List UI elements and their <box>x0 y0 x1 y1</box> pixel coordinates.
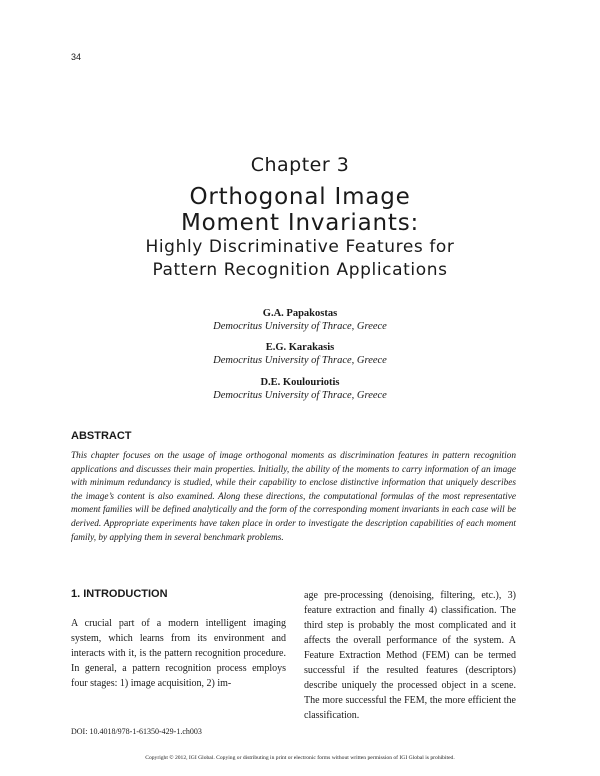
author-block <box>0 376 600 402</box>
copyright-notice: Copyright © 2012, IGI Global. Copying or distributing in print or electronic forms without written permission of IGI Global is prohibited. <box>145 755 455 761</box>
page-number: 34 <box>71 52 82 62</box>
author-name: D.E. Koulouriotis <box>260 377 340 388</box>
author-name: G.A. Papakostas <box>262 308 338 319</box>
doi-text: DOI: 10.4018/978-1-61350-429-1.ch003 <box>71 727 202 736</box>
chapter-subtitle-line: Highly Discriminative Features for <box>145 237 455 257</box>
abstract-heading: ABSTRACT <box>71 430 132 442</box>
author-affiliation: Democritus University of Thrace, Greece <box>213 390 387 401</box>
chapter-title-line: Moment Invariants: <box>180 210 420 236</box>
abstract-text: This chapter focuses on the usage of image orthogonal moments as discrimination features in pattern recognition applications and discusses their main properties. Initially, the ability of the moments to carry information of an image with minimum redundancy is studied, while their capability to enclose distinctive information that uniquely describes the image’s content is also examined. Along these directions, the computational formulas of the most representative moment families will be defined analytically and the form of the corresponding moment invariants in each case will be derived. Appropriate experiments have taken place in order to investigate the description capabilities of each moment family, by applying them in several benchmark problems. <box>71 451 516 543</box>
chapter-label: Chapter 3 <box>250 154 350 176</box>
chapter-subtitle-line: Pattern Recognition Applications <box>152 260 448 280</box>
author-affiliation: Democritus University of Thrace, Greece <box>213 321 387 332</box>
introduction-column-left: A crucial part of a modern intelligent imaging system, which learns from its environment and interacts with it, is the pattern recognition procedure. In general, a pattern recognition process employs four stages: 1) image acquisition, 2) im- <box>71 618 286 689</box>
chapter-subtitle <box>0 236 600 282</box>
introduction-heading: 1. INTRODUCTION <box>71 588 168 600</box>
chapter-title <box>0 184 600 236</box>
author-block <box>0 341 600 367</box>
author-block <box>0 307 600 333</box>
author-name: E.G. Karakasis <box>265 342 335 353</box>
author-affiliation: Democritus University of Thrace, Greece <box>213 355 387 366</box>
introduction-column-right: age pre-processing (denoising, filtering, etc.), 3) feature extraction and finally 4) classification. The third step is probably the most complicated and it affects the overall performance of the system. A Feature Extraction Method (FEM) can be termed successful if the resulted features (descriptors) describe uniquely the processed object in a scene. The more successful the FEM, the more efficient the classification. <box>304 590 516 721</box>
chapter-title-line: Orthogonal Image <box>189 184 411 210</box>
